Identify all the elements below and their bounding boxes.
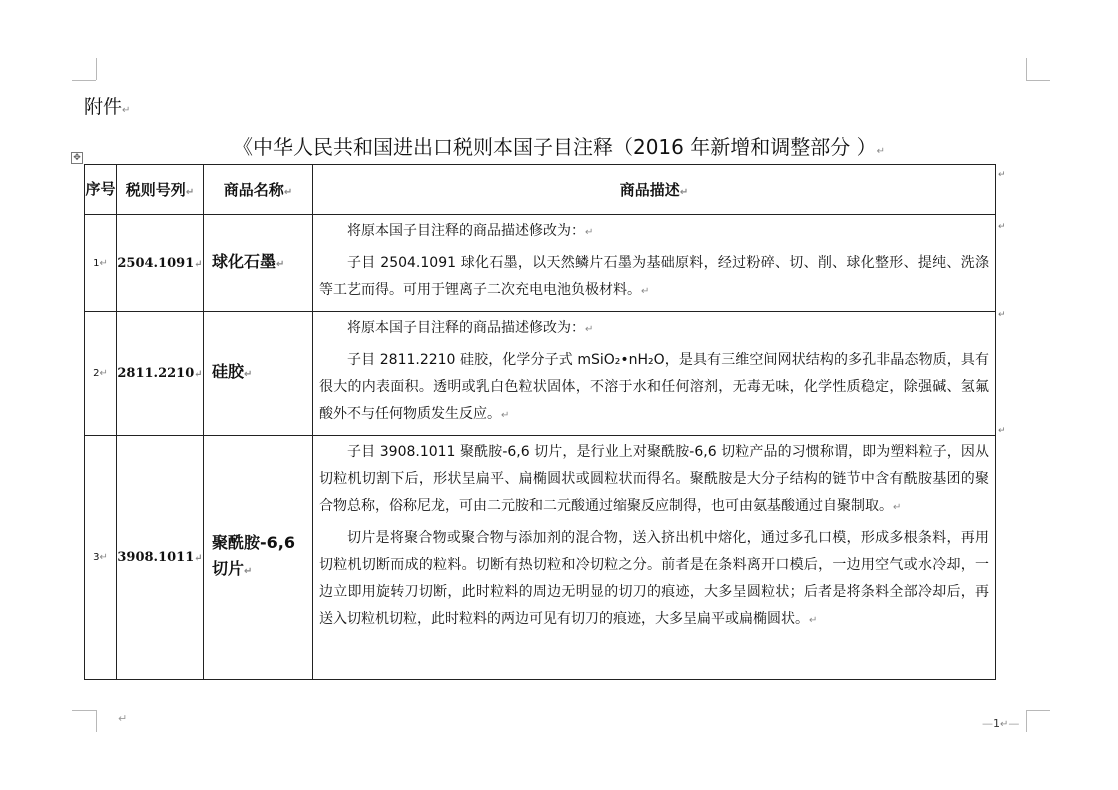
desc-paragraph: 子目 2811.2210 硅胶，化学分子式 mSiO₂•nH₂O，是具有三维空间网状结构的多孔非晶态物质，具有很大的内表面积。透明或乳白色粒状固体，不溶于水和任何溶剂，无毒无味，化学性质稳定，除强碱、氢氟酸外不与任何物质发生反应。↵ <box>319 352 989 422</box>
table-header-row <box>85 165 996 215</box>
row-seq: 2↵ <box>85 312 117 436</box>
table-move-handle-icon[interactable]: ✥ <box>71 152 83 164</box>
header-desc: 商品描述↵ <box>313 165 996 215</box>
paragraph-mark-icon: ↵ <box>876 146 885 157</box>
paragraph-mark-icon: ↵ <box>122 105 131 116</box>
crop-mark-top-left-v <box>96 58 97 80</box>
crop-mark-bottom-right-v <box>1026 710 1027 732</box>
header-name: 商品名称↵ <box>204 165 313 215</box>
desc-paragraph: 切片是将聚合物或聚合物与添加剂的混合物，送入挤出机中熔化，通过多孔口模，形成多根条料，再用切粒机切断而成的粒料。切断有热切粒和冷切粒之分。前者是在条料离开口模后，一边用空气或水冷却，一边立即用旋转刀切断，此时粒料的周边无明显的切刀的痕迹，大多呈圆粒状；后者是将条料全部冷却后，再送入切粒机切粒，此时粒料的两边可见有切刀的痕迹，大多呈扁平或扁椭圆状。↵ <box>319 530 989 627</box>
crop-mark-bottom-left-v <box>96 710 97 732</box>
row-name: 聚酰胺-6,6 切片↵ <box>204 436 313 680</box>
end-of-row-mark-icon: ↵ <box>998 222 1006 232</box>
row-desc <box>313 312 996 436</box>
crop-mark-top-left-h <box>72 80 96 81</box>
end-of-row-mark-icon: ↵ <box>998 170 1006 180</box>
document-title: 《中华人民共和国进出口税则本国子目注释（2016 年新增和调整部分 ）↵ <box>232 135 885 159</box>
row-code: 3908.1011↵ <box>117 436 204 680</box>
table-row <box>85 436 996 680</box>
desc-paragraph: 将原本国子目注释的商品描述修改为：↵ <box>347 320 594 336</box>
tariff-table <box>84 164 996 680</box>
row-desc <box>313 215 996 312</box>
row-seq: 3↵ <box>85 436 117 680</box>
row-name: 硅胶↵ <box>204 312 313 436</box>
crop-mark-top-right-v <box>1026 58 1027 80</box>
desc-paragraph: 将原本国子目注释的商品描述修改为：↵ <box>347 223 594 239</box>
attachment-label: 附件↵ <box>84 96 131 118</box>
header-code: 税则号列↵ <box>117 165 204 215</box>
table-row <box>85 312 996 436</box>
table-row <box>85 215 996 312</box>
row-desc <box>313 436 996 680</box>
row-seq: 1↵ <box>85 215 117 312</box>
end-of-row-mark-icon: ↵ <box>998 426 1006 436</box>
crop-mark-bottom-left-h <box>72 710 96 711</box>
row-code: 2811.2210↵ <box>117 312 204 436</box>
row-code: 2504.1091↵ <box>117 215 204 312</box>
crop-mark-top-right-h <box>1026 80 1050 81</box>
paragraph-mark-icon: ↵ <box>118 712 128 725</box>
crop-mark-bottom-right-h <box>1026 710 1050 711</box>
page-number: —1↵— <box>982 717 1020 730</box>
end-of-row-mark-icon: ↵ <box>998 310 1006 320</box>
header-seq: 序号 <box>85 165 117 215</box>
desc-paragraph: 子目 3908.1011 聚酰胺-6,6 切片，是行业上对聚酰胺-6,6 切粒产品的习惯称谓，即为塑料粒子，因从切粒机切割下后，形状呈扁平、扁椭圆状或圆粒状而得名。聚酰胺是大分子结构的链节中含有酰胺基团的聚合物总称，俗称尼龙，可由二元胺和二元酸通过缩聚反应制得，也可由氨基酸通过自聚制取。↵ <box>319 444 989 514</box>
row-name: 球化石墨↵ <box>204 215 313 312</box>
desc-paragraph: 子目 2504.1091 球化石墨，以天然鳞片石墨为基础原料，经过粉碎、切、削、球化整形、提纯、洗涤等工艺而得。可用于锂离子二次充电电池负极材料。↵ <box>319 255 989 298</box>
